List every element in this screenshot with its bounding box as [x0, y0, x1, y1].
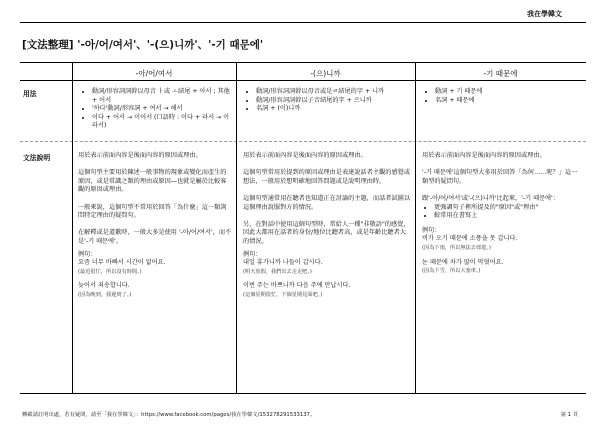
- paragraph: 在解釋或是道歉時，一般大多是使用 '-아/어/여서'，而不是'-기 때문에'。: [78, 229, 232, 245]
- example-korean: 비가 오기 때문에 소풍을 못 갑니다.: [422, 235, 518, 243]
- list-item: • 名詞 + 때문에: [435, 97, 581, 106]
- column-header: -(으)니까: [310, 69, 341, 78]
- example-label: 例句：: [243, 250, 262, 258]
- column-divider: [236, 62, 237, 393]
- paragraph: 跟'-아/어/여서'或'-(으)니까'比起來，'-기 때문에'：: [422, 194, 559, 202]
- paragraph: 另，在對話中使用這個句型時，常給人一種"非敬語"的感覺，因此大都用在話者的身份/地位比聽者高，或是年齡比聽者大的情況。: [243, 220, 410, 245]
- list-item: • 名詞 + (이)니까: [256, 105, 410, 114]
- paragraph: 用於表示前面內容是後面內容的原因或理由。: [78, 152, 202, 159]
- example-korean: 늦어서 죄송합니다.: [78, 282, 130, 290]
- column-divider: [415, 62, 416, 393]
- example-label: 例句：: [78, 250, 97, 258]
- table-bottom-rule: [20, 393, 586, 394]
- footer-note: 轉載請註明出處，若有疑問，請至「我在學韓文」：https://www.facebook.com/pages/我在學韓文/153278291533137。: [22, 412, 316, 418]
- list-item: • 更強調句子裡所提及的"原因"或"理由": [434, 204, 582, 213]
- example-translation: (這個星期很忙，下個星期見面吧。): [243, 291, 323, 298]
- list-item: • '하다'動詞/形容詞 + 여서 → 해서: [92, 105, 232, 114]
- table-top-rule: [20, 62, 586, 63]
- usage-cell: [423, 88, 581, 105]
- paragraph: 這個句型主要用於陳述一般事物的現象或變化而產生的原因，或是常識之類的理由或原因—也就是屬於比較客觀的原因或理由。: [78, 169, 227, 194]
- example-translation: (因為晚到，我遲到了。): [78, 291, 132, 298]
- example-korean: 내일 휴가니까 나들이 갑시다.: [243, 259, 323, 267]
- site-name: 我在學韓文: [527, 10, 562, 18]
- paragraph: 用於表示前面內容是後面內容的原因或理由。: [422, 152, 546, 159]
- example-korean: 눈 때문에 차가 많이 막혔어요.: [422, 258, 504, 266]
- list-item: • 動詞/形容詞詞幹以子音結尾的字 + 으니까: [256, 97, 410, 106]
- table-header-rule: [20, 80, 586, 81]
- list-item: • 動詞/形容詞詞幹以母音 ㅏ或 ㅗ結尾 + 아서 ; 其他 + 어서: [92, 88, 232, 105]
- example-korean: 이번 주는 바쁘니까 다음 주에 만납시다.: [243, 282, 351, 290]
- list-item: • 動詞/形容詞詞幹以母音或是ㄹ結尾的字 + 니까: [256, 88, 410, 97]
- example-translation: (明天放假，我們出去走走吧。): [243, 268, 312, 275]
- page-number: 第 1 頁: [560, 412, 578, 418]
- row-label-usage: 用法: [23, 90, 37, 98]
- usage-cell: [244, 88, 410, 114]
- example-translation: (因為下雨，所以無法去郊遊。): [422, 244, 491, 251]
- explanation-cell: [78, 152, 232, 300]
- column-divider: [72, 62, 73, 393]
- page-title: [文法整理] '-아/어/여서'、'-(으)니까'、'-기 때문에': [22, 39, 264, 51]
- example-korean: 요즘 너무 바빠서 시간이 없어요.: [78, 259, 166, 267]
- paragraph: 用於表示前面內容是後面內容的原因或理由。: [243, 152, 367, 159]
- row-divider: [20, 141, 586, 142]
- paragraph: 一般來說，這個句型不常用於回答「為什麼」這一類詢問特定理由的疑問句。: [78, 203, 227, 220]
- list-item: • 較常用在書寫上: [434, 212, 582, 221]
- example-translation: (因為下雪，所以大塞車。): [422, 268, 481, 275]
- paragraph: '-기 때문에'這個句型大多用於回答「為何……呢？」這一類型的疑問句。: [422, 169, 578, 185]
- header-rule: [20, 22, 586, 23]
- paragraph: 這個句型通常用在聽者也知道正在討論的主題，而話者試圖以這個理由說服對方的情況。: [243, 194, 411, 211]
- list-item: • 動詞 + 기 때문에: [435, 88, 581, 97]
- column-header: -기 때문에: [483, 69, 518, 78]
- paragraph: 這個句型常用於提到的原因或理由是表達說話者主觀的感覺或想法，一般用於想明確地回答問題或是說明理由時。: [243, 169, 411, 185]
- explanation-cell: [243, 152, 411, 300]
- list-item: • 이다 + 어서 → 이어서 (口語時 : 이다 + 라서 → 이라서): [92, 114, 232, 131]
- example-translation: (最近很忙，所以沒有時間。): [78, 268, 142, 275]
- row-label-explanation: 文法說明: [23, 154, 51, 162]
- example-label: 例句：: [422, 226, 441, 234]
- explanation-cell: [422, 152, 582, 276]
- column-header: -아/어/여서: [135, 69, 173, 78]
- usage-cell: [80, 88, 232, 131]
